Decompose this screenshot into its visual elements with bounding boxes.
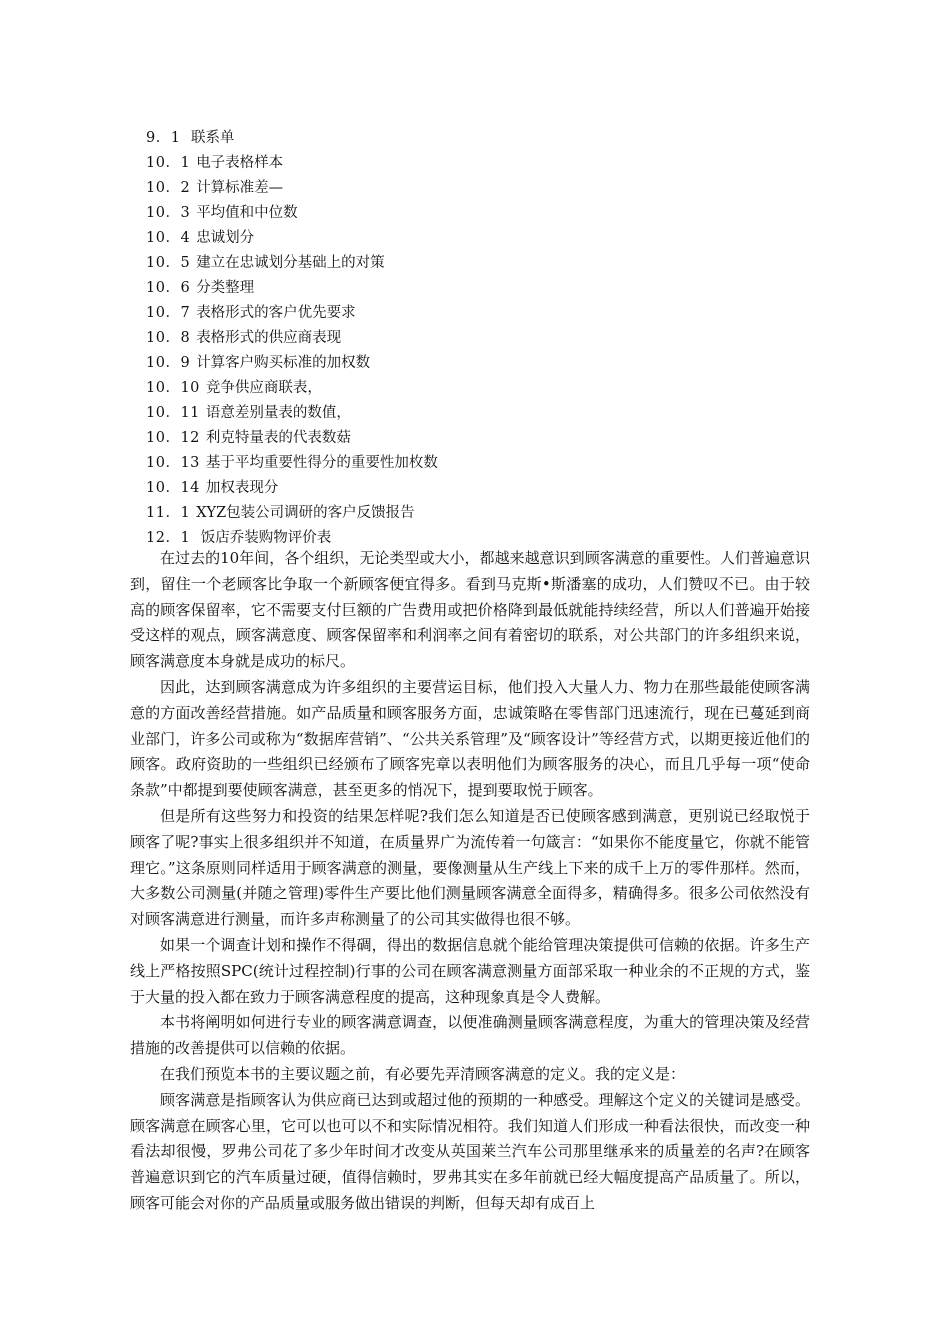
toc-item	[146, 301, 806, 326]
toc-item	[146, 126, 806, 151]
toc-item-number: 10．8	[146, 330, 191, 346]
body-text	[130, 546, 810, 1217]
toc-item-title: 计算标准差—	[196, 180, 284, 196]
toc-item-title: 电子表格样本	[196, 155, 284, 171]
paragraph: 本书将阐明如何进行专业的顾客满意调查，以便准确测量顾客满意程度，为重大的管理决策及经营措施的改善提供可以信赖的依据。	[130, 1013, 810, 1058]
toc-item	[146, 376, 806, 401]
toc-item-number: 10．2	[146, 180, 191, 196]
toc-item	[146, 251, 806, 276]
paragraph: 在我们预览本书的主要议题之前，有必要先弄清顾客满意的定义。我的定义是：	[160, 1064, 686, 1083]
toc-item-title: 联系单	[186, 130, 235, 146]
toc-item-title: 饭店乔装购物评价表	[196, 530, 332, 546]
toc-item	[146, 151, 806, 176]
paragraph: 如果一个调查计划和操作不得碉，得出的数据信息就个能给管理决策提供可信赖的依据。许多生产线上严格按照SPC(统计过程控制)行事的公司在顾客满意测量方面部采取一种业余的不正规的方式，鉴于大量的投入都在致力于顾客满意程度的提高，这种现象真是令人费解。	[130, 935, 810, 1006]
toc-item-title: 忠诚划分	[196, 230, 255, 246]
toc-item-title: 加权表现分	[205, 480, 279, 496]
toc-item-title: 分类整理	[196, 280, 255, 296]
toc-item	[146, 276, 806, 301]
toc-item-number: 10．9	[146, 355, 191, 371]
toc-item-title: 竞争供应商联表，	[205, 380, 322, 396]
toc-item-title: 语意差别量表的数值，	[205, 405, 351, 421]
toc-item	[146, 201, 806, 226]
toc-item	[146, 451, 806, 476]
toc-item-number: 10．3	[146, 205, 191, 221]
toc-item	[146, 351, 806, 376]
toc-item-title: 计算客户购买标准的加权数	[196, 355, 371, 371]
toc-item-number: 10．13	[146, 455, 200, 471]
toc-item-title: 利克特量表的代表数菇	[205, 430, 351, 446]
toc-item	[146, 401, 806, 426]
toc-item-number: 10．10	[146, 380, 200, 396]
paragraph: 在过去的10年间，各个组织，无论类型或大小，都越来越意识到顾客满意的重要性。人们普遍意识到，留住一个老顾客比争取一个新顾客便宜得多。看到马克斯•斯潘塞的成功，人们赞叹不已。由于较高的顾客保留率，它不需要支付巨额的广告费用或把价格降到最低就能持续经营，所以人们普遍开始接受这样的观点，顾客满意度、顾客保留率和利润率之间有着密切的联系，对公共部门的许多组织来说，顾客满意度本身就是成功的标尺。	[130, 549, 810, 671]
toc-item-number: 10．7	[146, 305, 191, 321]
toc-item-title: XYZ包装公司调研的客户反馈报告	[196, 505, 415, 521]
toc-item-number: 12．1	[146, 530, 191, 546]
toc-item-title: 平均值和中位数	[196, 205, 298, 221]
toc-item-number: 10．4	[146, 230, 191, 246]
toc-item	[146, 426, 806, 451]
toc-item	[146, 226, 806, 251]
table-of-contents	[146, 126, 806, 551]
toc-item-title: 基于平均重要性得分的重要性加枚数	[205, 455, 438, 471]
paragraph: 顾客满意是指顾客认为供应商已达到或超过他的预期的一种感受。理解这个定义的关键词是感受。顾客满意在顾客心里，它可以也可以不和实际情况相符。我们知道人们形成一种看法很快，而改变一种看法却很慢，罗弗公司花了多少年时间才改变从英国莱兰汽车公司那里继承来的质量差的名声?在顾客普遍意识到它的汽车质量过硬，值得信赖时，罗弗其实在多年前就已经大幅度提高产品质量了。所以，顾客可能会对你的产品质量或服务做出错误的判断，但每天却有成百上	[130, 1090, 810, 1212]
toc-item-number: 10．6	[146, 280, 191, 296]
paragraph: 但是所有这些努力和投资的结果怎样呢?我们怎么知道是否已使顾客感到满意，更别说已经取悦于顾客了呢?事实上很多组织并不知道，在质量界广为流传着一句箴言：“如果你不能度量它，你就不能管理它。”这条原则同样适用于顾客满意的测量，要像测量从生产线上下来的成千上万的零件那样。然而，大多数公司测量(并随之管理)零件生产要比他们测量顾客满意全面得多，精确得多。很多公司依然没有对顾客满意进行测量，而许多声称测量了的公司其实做得也很不够。	[130, 806, 810, 929]
toc-item	[146, 476, 806, 501]
toc-item	[146, 501, 806, 526]
toc-item-number: 10．5	[146, 255, 191, 271]
toc-item-number: 10．12	[146, 430, 200, 446]
toc-item-number: 10．11	[146, 405, 200, 421]
toc-item-number: 10．14	[146, 480, 200, 496]
toc-item-title: 建立在忠诚划分基础上的对策	[196, 255, 385, 271]
toc-item-number: 9．1	[146, 130, 181, 146]
toc-item	[146, 176, 806, 201]
toc-item	[146, 326, 806, 351]
toc-item-title: 表格形式的供应商表现	[196, 330, 342, 346]
toc-item-number: 10．1	[146, 155, 191, 171]
paragraph: 因此，达到顾客满意成为许多组织的主要营运目标，他们投入大量人力、物力在那些最能使顾客满意的方面改善经营措施。如产品质量和顾客服务方面，忠诚策略在零售部门迅速流行，现在已蔓延到商业部门，许多公司或称为“数据库营销”、“公共关系管理”及“顾客设计”等经营方式，以期更接近他们的顾客。政府资助的一些组织已经颁布了顾客宪章以表明他们为顾客服务的决心，而且几乎每一项“使命条款”中都提到要使顾客满意，甚至更多的悄况下，提到要取悦于顾客。	[130, 677, 810, 800]
toc-item-number: 11．1	[146, 505, 191, 521]
toc-item-title: 表格形式的客户优先要求	[196, 305, 356, 321]
